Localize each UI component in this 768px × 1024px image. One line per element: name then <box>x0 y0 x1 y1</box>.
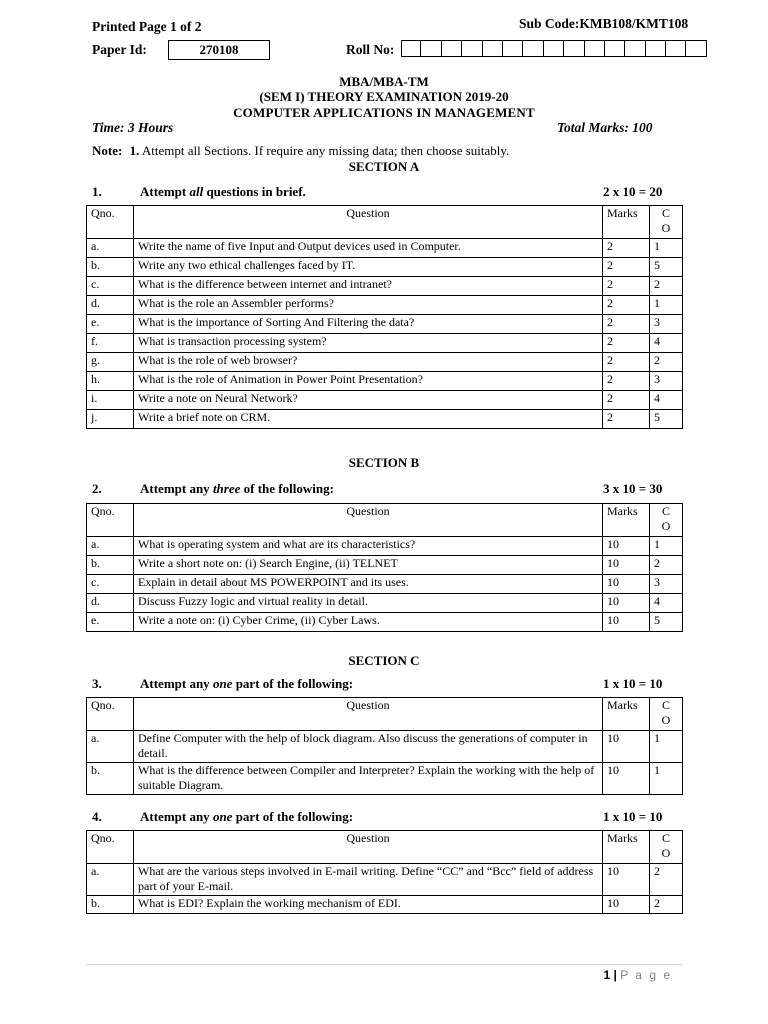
header-co: C O <box>650 698 683 731</box>
table-row <box>87 334 683 353</box>
q4-instruction: Attempt any one part of the following: <box>140 809 354 824</box>
table-row <box>87 353 683 372</box>
question-marks: 2 <box>603 410 650 429</box>
q1-instruction: Attempt all questions in brief. <box>140 184 306 199</box>
header-question: Question <box>134 698 603 731</box>
question-number: a. <box>87 731 134 763</box>
question-marks: 10 <box>603 864 650 896</box>
page-separator: | <box>610 968 621 982</box>
question-number: d. <box>87 594 134 613</box>
question-number: b. <box>87 763 134 795</box>
header-marks: Marks <box>603 206 650 239</box>
table-row <box>87 575 683 594</box>
question-text: What is transaction processing system? <box>134 334 603 353</box>
table-row <box>87 763 683 795</box>
question-co: 2 <box>650 556 683 575</box>
q3-instruction: Attempt any one part of the following: <box>140 676 354 691</box>
question-marks: 10 <box>603 763 650 795</box>
header-question: Question <box>134 504 603 537</box>
question-co: 4 <box>650 334 683 353</box>
question-co: 4 <box>650 391 683 410</box>
roll-no-label: Roll No: <box>346 42 395 57</box>
time-label: Time: 3 Hours <box>92 120 174 135</box>
header-co: C O <box>650 831 683 864</box>
question-marks: 10 <box>603 556 650 575</box>
table-row <box>87 556 683 575</box>
table-header-row <box>87 831 683 864</box>
exam-title: (SEM I) THEORY EXAMINATION 2019-20 <box>259 89 509 104</box>
question-marks: 10 <box>603 731 650 763</box>
question-marks: 2 <box>603 258 650 277</box>
question-marks: 2 <box>603 391 650 410</box>
page-number: 1 <box>603 968 611 982</box>
note-text: Attempt all Sections. If require any missing data; then choose suitably. <box>141 143 510 158</box>
question-marks: 10 <box>603 594 650 613</box>
printed-page-label: Printed Page 1 of 2 <box>92 19 202 34</box>
question-marks: 10 <box>603 896 650 914</box>
question-co: 1 <box>650 296 683 315</box>
table-header-row <box>87 504 683 537</box>
question-marks: 2 <box>603 296 650 315</box>
header-question: Question <box>134 831 603 864</box>
table-row <box>87 258 683 277</box>
question-number: b. <box>87 896 134 914</box>
roll-no-boxes <box>401 40 707 57</box>
question-co: 5 <box>650 410 683 429</box>
table-row <box>87 864 683 896</box>
table-row <box>87 239 683 258</box>
table-row <box>87 391 683 410</box>
q4-table <box>86 830 683 914</box>
q4-marks: 1 x 10 = 10 <box>603 809 663 824</box>
table-row <box>87 410 683 429</box>
question-co: 2 <box>650 353 683 372</box>
section-c-table <box>86 697 683 795</box>
question-marks: 10 <box>603 537 650 556</box>
question-co: 3 <box>650 315 683 334</box>
question-text: Write a short note on: (i) Search Engine, (ii) TELNET <box>134 556 603 575</box>
question-co: 1 <box>650 239 683 258</box>
section-b-table <box>86 503 683 632</box>
section-b-title: SECTION B <box>348 455 420 470</box>
question-number: g. <box>87 353 134 372</box>
table-row <box>87 277 683 296</box>
question-co: 1 <box>650 537 683 556</box>
subject-title: COMPUTER APPLICATIONS IN MANAGEMENT <box>233 105 535 120</box>
question-number: c. <box>87 277 134 296</box>
table-row <box>87 594 683 613</box>
header-question: Question <box>134 206 603 239</box>
header-marks: Marks <box>603 831 650 864</box>
q2-number: 2. <box>92 481 102 496</box>
question-text: Write any two ethical challenges faced by IT. <box>134 258 603 277</box>
header-co: C O <box>650 504 683 537</box>
question-number: a. <box>87 239 134 258</box>
question-marks: 2 <box>603 277 650 296</box>
q2-instruction: Attempt any three of the following: <box>140 481 334 496</box>
question-text: Write a brief note on CRM. <box>134 410 603 429</box>
question-number: e. <box>87 315 134 334</box>
question-text: Explain in detail about MS POWERPOINT and its uses. <box>134 575 603 594</box>
sub-code: Sub Code:KMB108/KMT108 <box>519 16 689 31</box>
section-a-table <box>86 205 683 429</box>
question-number: a. <box>87 537 134 556</box>
q2-marks: 3 x 10 = 30 <box>603 481 663 496</box>
question-co: 5 <box>650 613 683 632</box>
header-marks: Marks <box>603 698 650 731</box>
question-text: Write a note on Neural Network? <box>134 391 603 410</box>
question-text: Discuss Fuzzy logic and virtual reality in detail. <box>134 594 603 613</box>
question-number: h. <box>87 372 134 391</box>
page-footer <box>603 968 672 982</box>
question-text: Define Computer with the help of block diagram. Also discuss the generations of computer in detail. <box>134 731 603 763</box>
header-marks: Marks <box>603 504 650 537</box>
question-co: 2 <box>650 896 683 914</box>
table-row <box>87 372 683 391</box>
section-a-title: SECTION A <box>348 159 420 174</box>
table-row <box>87 296 683 315</box>
question-marks: 2 <box>603 334 650 353</box>
question-co: 3 <box>650 372 683 391</box>
question-text: What is the difference between Compiler and Interpreter? Explain the working with the help of suitable Diagram. <box>134 763 603 795</box>
table-row <box>87 731 683 763</box>
question-co: 3 <box>650 575 683 594</box>
question-number: i. <box>87 391 134 410</box>
question-text: What is EDI? Explain the working mechanism of EDI. <box>134 896 603 914</box>
program-title: MBA/MBA-TM <box>339 74 429 89</box>
header-qno: Qno. <box>87 698 134 731</box>
q4-number: 4. <box>92 809 102 824</box>
question-text: Write the name of five Input and Output devices used in Computer. <box>134 239 603 258</box>
table-row <box>87 613 683 632</box>
question-text: What is operating system and what are its characteristics? <box>134 537 603 556</box>
total-marks-label: Total Marks: 100 <box>557 120 653 135</box>
question-co: 2 <box>650 277 683 296</box>
question-text: Write a note on: (i) Cyber Crime, (ii) Cyber Laws. <box>134 613 603 632</box>
note-number: 1. <box>129 143 140 158</box>
header-qno: Qno. <box>87 504 134 537</box>
question-number: j. <box>87 410 134 429</box>
question-marks: 2 <box>603 315 650 334</box>
question-marks: 2 <box>603 372 650 391</box>
q3-number: 3. <box>92 676 102 691</box>
question-marks: 10 <box>603 575 650 594</box>
question-text: What is the importance of Sorting And Filtering the data? <box>134 315 603 334</box>
header-qno: Qno. <box>87 831 134 864</box>
table-row <box>87 896 683 914</box>
table-header-row <box>87 698 683 731</box>
question-text: What is the role an Assembler performs? <box>134 296 603 315</box>
note-line <box>92 143 509 159</box>
note-label: Note: <box>92 143 123 158</box>
table-header-row <box>87 206 683 239</box>
question-text: What is the difference between internet and intranet? <box>134 277 603 296</box>
paper-id-box: 270108 <box>168 40 270 60</box>
footer-divider <box>86 964 683 965</box>
question-co: 1 <box>650 763 683 795</box>
question-number: a. <box>87 864 134 896</box>
q3-marks: 1 x 10 = 10 <box>603 676 663 691</box>
section-c-title: SECTION C <box>348 653 420 668</box>
page-label: P a g e <box>620 968 672 982</box>
header-qno: Qno. <box>87 206 134 239</box>
q1-marks: 2 x 10 = 20 <box>603 184 663 199</box>
question-number: e. <box>87 613 134 632</box>
question-co: 4 <box>650 594 683 613</box>
question-marks: 2 <box>603 239 650 258</box>
question-text: What is the role of Animation in Power Point Presentation? <box>134 372 603 391</box>
question-co: 1 <box>650 731 683 763</box>
question-co: 5 <box>650 258 683 277</box>
question-co: 2 <box>650 864 683 896</box>
question-marks: 10 <box>603 613 650 632</box>
table-row <box>87 315 683 334</box>
question-number: b. <box>87 258 134 277</box>
question-text: What are the various steps involved in E-mail writing. Define “CC” and “Bcc” field of address part of your E-mail. <box>134 864 603 896</box>
q1-number: 1. <box>92 184 102 199</box>
table-row <box>87 537 683 556</box>
paper-id-label: Paper Id: <box>92 42 147 57</box>
question-number: d. <box>87 296 134 315</box>
question-number: c. <box>87 575 134 594</box>
header-co: C O <box>650 206 683 239</box>
question-number: f. <box>87 334 134 353</box>
question-text: What is the role of web browser? <box>134 353 603 372</box>
question-marks: 2 <box>603 353 650 372</box>
question-number: b. <box>87 556 134 575</box>
